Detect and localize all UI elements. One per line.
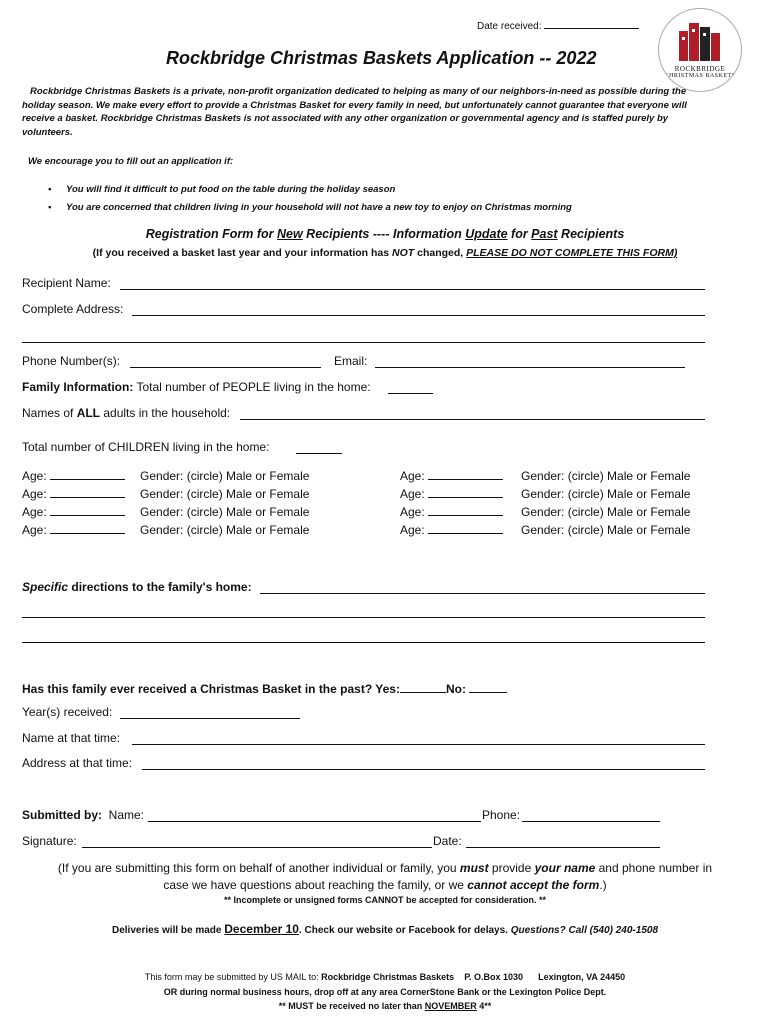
footer-dropoff-line: OR during normal business hours, drop off at any area CornerStone Bank or the Lexington Police Dept.	[163, 987, 607, 997]
age-field[interactable]	[428, 467, 503, 480]
years-received-label: Year(s) received:	[22, 705, 113, 719]
recipient-name-label: Recipient Name:	[22, 276, 111, 290]
adults-label: Names of ALL adults in the household:	[22, 406, 231, 420]
incomplete-note: ** Incomplete or unsigned forms CANNOT be accepted for consideration. **	[223, 895, 547, 905]
date-received-field[interactable]	[544, 16, 639, 29]
child-row: Age: Gender: (circle) Male or Female	[22, 523, 310, 537]
directions-field-3[interactable]	[22, 642, 705, 643]
family-info: Family Information: Total number of PEOPLE living in the home:	[22, 380, 371, 394]
adults-field[interactable]	[240, 419, 705, 420]
phone-label: Phone Number(s):	[22, 354, 121, 368]
no-field[interactable]	[469, 680, 507, 693]
complete-address-label: Complete Address:	[22, 302, 124, 316]
child-row: Age: Gender: (circle) Male or Female	[22, 505, 310, 519]
encourage-text: We encourage you to fill out an application if:	[28, 156, 234, 167]
age-field[interactable]	[50, 467, 125, 480]
phone-field[interactable]	[130, 367, 321, 368]
submitted-by: Submitted by: Name:	[22, 808, 145, 822]
form-subheading: (If you received a basket last year and your information has NOT changed, PLEASE DO NOT COMPLETE THIS FORM)	[92, 247, 678, 259]
past-basket-question: Has this family ever received a Christmas Basket in the past? Yes: No:	[22, 680, 507, 696]
yes-field[interactable]	[400, 680, 446, 693]
behalf-note-2: case we have questions about reaching the family, or we cannot accept the form.)	[163, 878, 607, 892]
form-heading: Registration Form for New Recipients ---- Information Update for Past Recipients	[145, 227, 625, 241]
page-title: Rockbridge Christmas Baskets Application -- 2022	[166, 48, 597, 68]
child-row: Age: Gender: (circle) Male or Female	[22, 487, 310, 501]
child-row: Age: Gender: (circle) Male or Female	[400, 487, 691, 501]
age-field[interactable]	[428, 503, 503, 516]
child-row: Age: Gender: (circle) Male or Female	[22, 469, 310, 483]
age-field[interactable]	[50, 503, 125, 516]
address-field-2[interactable]	[22, 342, 705, 343]
address-field[interactable]	[132, 315, 705, 316]
logo	[658, 8, 742, 92]
child-row: Age: Gender: (circle) Male or Female	[400, 523, 691, 537]
age-field[interactable]	[50, 521, 125, 534]
logo-text: ROCKBRIDGE CHRISTMAS BASKETS	[664, 65, 736, 79]
child-row: Age: Gender: (circle) Male or Female	[400, 505, 691, 519]
footer-mail-line: This form may be submitted by US MAIL to: Rockbridge Christmas Baskets P. O.Box 1030 Lexington, VA 24450	[144, 972, 626, 982]
child-row: Age: Gender: (circle) Male or Female	[400, 469, 691, 483]
signature-field[interactable]	[82, 847, 432, 848]
children-count-field[interactable]	[296, 453, 342, 454]
phone-label: Phone:	[482, 808, 521, 822]
footer-deadline-line: ** MUST be received no later than NOVEMBER 4**	[278, 1001, 492, 1011]
name-at-time-label: Name at that time:	[22, 731, 121, 745]
age-field[interactable]	[428, 521, 503, 534]
date-field[interactable]	[466, 847, 660, 848]
submitter-phone-field[interactable]	[522, 821, 660, 822]
intro-paragraph: Rockbridge Christmas Baskets is a private, non-profit organization dedicated to helping as many of our neighbors-in-need as possible during the holiday season. We make every effort to provide a Christmas Basket for every family in need, but unfortunately cannot guarantee that everyone will receive a basket. Rockbridge Christmas Baskets is not associated with any other organization or governmental agency and is staffed purely by volunteers.	[22, 86, 687, 138]
address-at-time-label: Address at that time:	[22, 756, 133, 770]
date-received-label: Date received:	[477, 21, 542, 32]
recipient-name-field[interactable]	[120, 289, 705, 290]
email-label: Email:	[334, 354, 368, 368]
behalf-note-1: (If you are submitting this form on behalf of another individual or family, you must provide your name and phone number in	[57, 861, 713, 875]
children-left-column	[22, 467, 309, 539]
name-at-time-field[interactable]	[132, 744, 705, 745]
date-received	[477, 16, 639, 32]
address-at-time-field[interactable]	[142, 769, 705, 770]
people-count-field[interactable]	[388, 393, 433, 394]
deliveries-note: Deliveries will be made December 10. Check our website or Facebook for delays. Questions? Call (540) 240-1508	[111, 922, 659, 936]
directions-label: Specific directions to the family's home:	[22, 580, 252, 594]
age-field[interactable]	[428, 485, 503, 498]
email-field[interactable]	[375, 367, 685, 368]
years-received-field[interactable]	[120, 718, 300, 719]
age-field[interactable]	[50, 485, 125, 498]
children-right-column	[400, 467, 690, 539]
date-label: Date:	[433, 834, 462, 848]
submitter-name-field[interactable]	[148, 821, 481, 822]
directions-field[interactable]	[260, 593, 705, 594]
directions-field-2[interactable]	[22, 617, 705, 618]
signature-label: Signature:	[22, 834, 77, 848]
children-label: Total number of CHILDREN living in the home:	[22, 440, 270, 454]
